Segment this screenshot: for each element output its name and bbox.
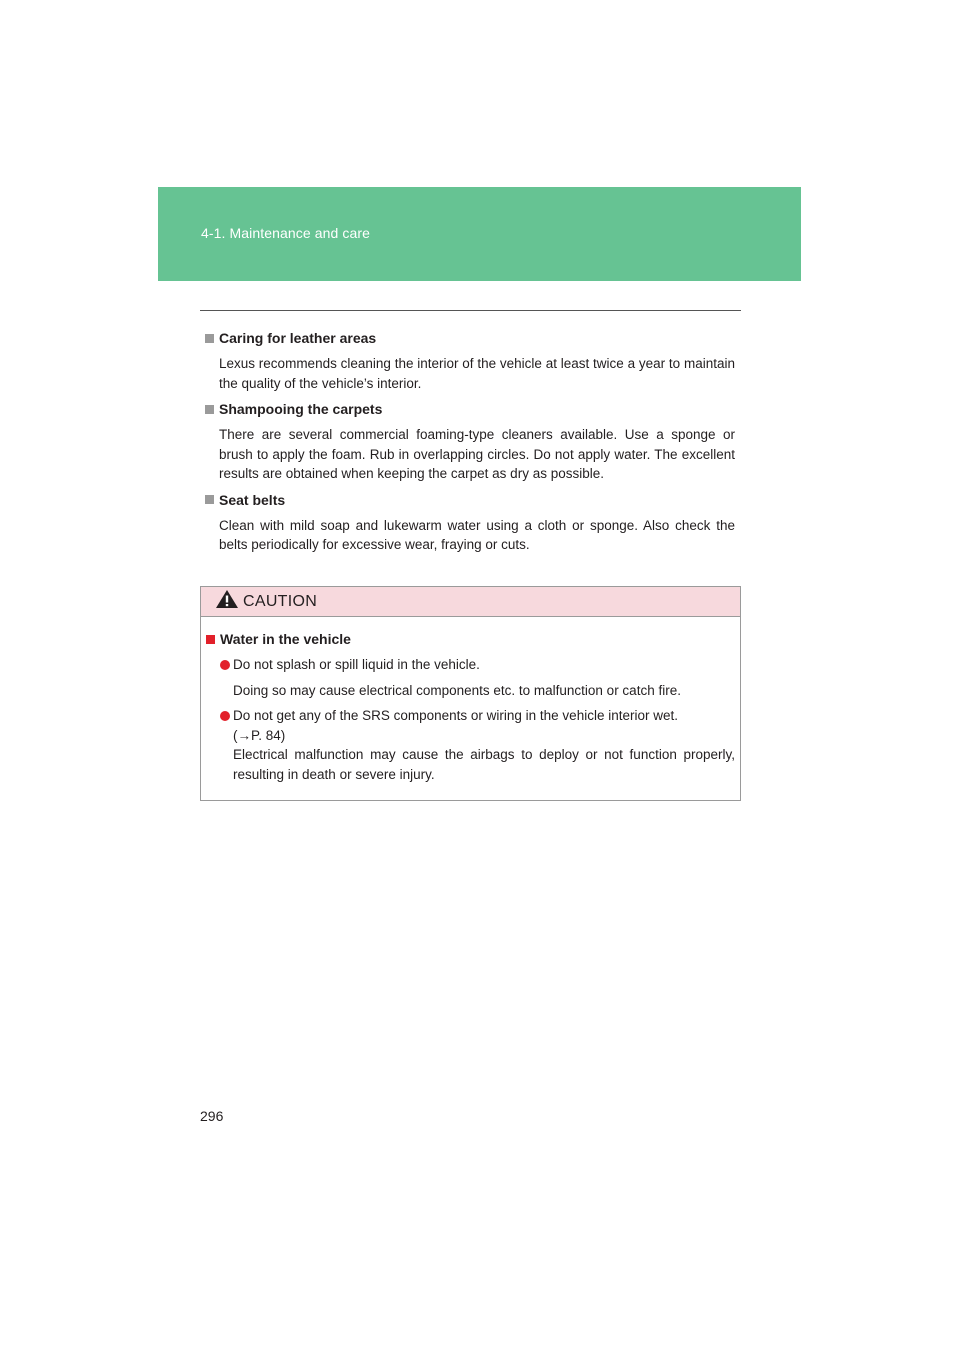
- top-divider: [200, 310, 741, 311]
- topic-leather: [205, 328, 735, 393]
- topic-heading: [205, 490, 735, 510]
- round-bullet-icon: [220, 711, 230, 721]
- topic-heading: [205, 399, 735, 419]
- page-number: 296: [200, 1108, 224, 1124]
- caution-body: [201, 617, 740, 784]
- topic-title: Caring for leather areas: [219, 330, 377, 346]
- main-content: [205, 328, 735, 561]
- section-title: 4-1. Maintenance and care: [201, 225, 371, 241]
- topic-seat-belts: [205, 490, 735, 555]
- page-reference-link[interactable]: (→P. 84): [233, 727, 286, 743]
- caution-box: [200, 586, 741, 801]
- bullet-text: Do not get any of the SRS components or wiring in the vehicle interior wet.: [233, 708, 678, 723]
- caution-label: CAUTION: [243, 592, 318, 610]
- caution-bullet: [220, 706, 735, 784]
- square-bullet-icon: [206, 635, 215, 644]
- topic-body: Lexus recommends cleaning the interior of the vehicle at least twice a year to maintain the quality of the vehicle’s interior.: [219, 356, 735, 391]
- caution-heading-text: Water in the vehicle: [220, 631, 351, 647]
- topic-heading: [205, 328, 735, 348]
- bullet-text: Do not splash or spill liquid in the vehicle.: [233, 657, 480, 672]
- square-bullet-icon: [205, 495, 214, 504]
- caution-heading: [206, 629, 735, 649]
- bullet-detail: Doing so may cause electrical components etc. to malfunction or catch fire.: [233, 682, 681, 698]
- round-bullet-icon: [220, 660, 230, 670]
- warning-triangle-icon: [215, 589, 239, 614]
- square-bullet-icon: [205, 334, 214, 343]
- section-header-band: [158, 187, 801, 281]
- square-bullet-icon: [205, 405, 214, 414]
- caution-bullet: [220, 655, 735, 700]
- topic-title: Shampooing the carpets: [219, 401, 383, 417]
- topic-carpets: [205, 399, 735, 484]
- bullet-detail: Electrical malfunction may cause the airbags to deploy or not function properly, resulting in death or severe injury.: [233, 747, 735, 782]
- topic-title: Seat belts: [219, 491, 286, 508]
- topic-body: There are several commercial foaming-type cleaners available. Use a sponge or brush to apply the foam. Rub in overlapping circles. Do not apply water. The excellent results are obtained when keeping the carpet as dry as possible.: [219, 427, 735, 481]
- caution-header: [201, 587, 740, 617]
- topic-body: Clean with mild soap and lukewarm water using a cloth or sponge. Also check the belts periodically for excessive wear, fraying or cuts.: [219, 517, 735, 552]
